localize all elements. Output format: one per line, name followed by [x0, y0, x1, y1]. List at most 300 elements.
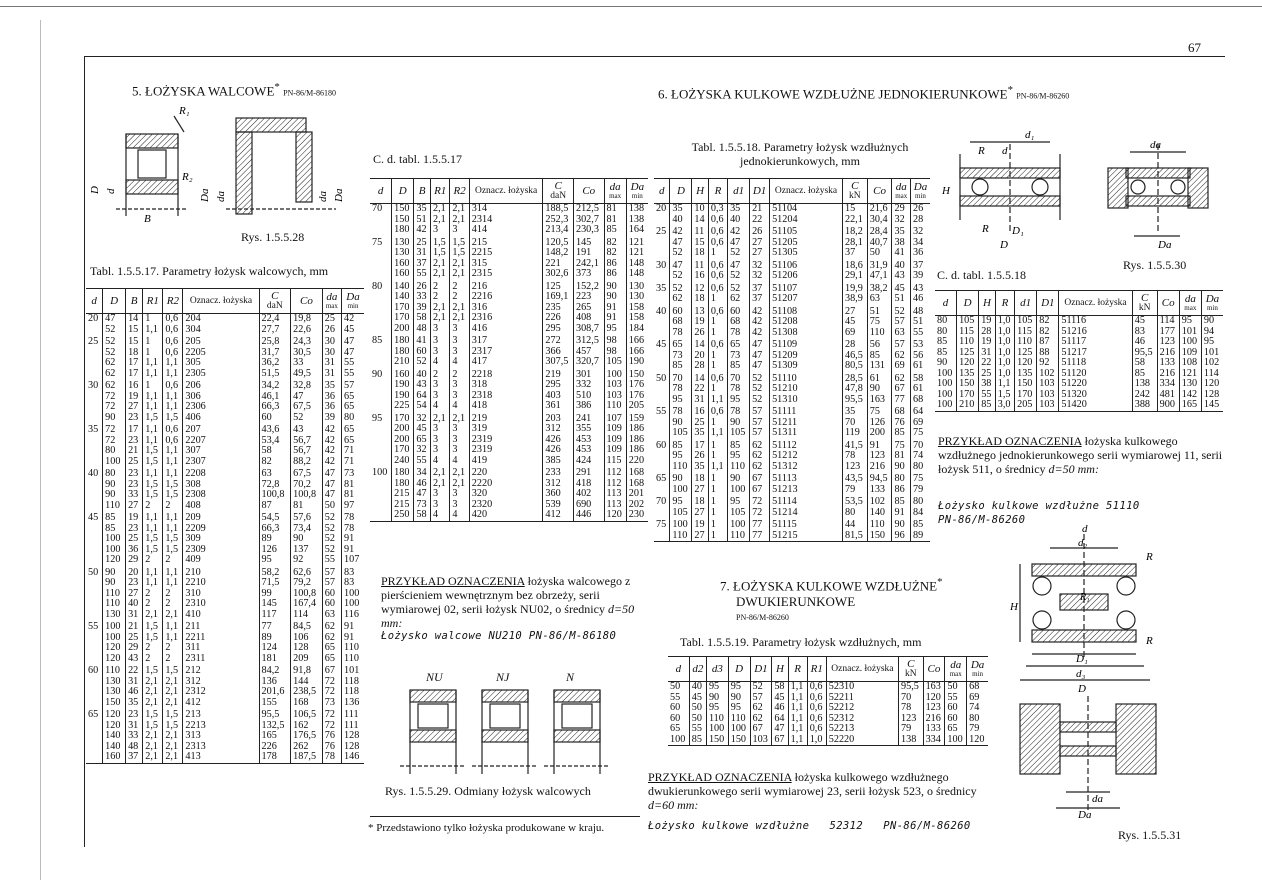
- table-cell: [654, 508, 670, 519]
- table-cell: 36: [322, 392, 341, 403]
- table-cell: [654, 248, 670, 259]
- tab18-cont: [935, 290, 1223, 412]
- table-header-cell: R2: [163, 289, 183, 314]
- table-cell: 62: [728, 294, 750, 305]
- table-cell: [370, 424, 392, 435]
- table-cell: 1,5: [143, 480, 163, 491]
- table-row: [370, 313, 648, 324]
- table-cell: 180: [392, 479, 414, 490]
- table-cell: 51216: [1059, 327, 1132, 338]
- table-cell: 150: [392, 215, 414, 226]
- table-cell: 233: [543, 466, 574, 479]
- table-cell: 166: [628, 345, 645, 357]
- tab18-cont-table: [935, 291, 1223, 411]
- table-cell: 78: [322, 752, 341, 763]
- table-cell: 150: [1015, 379, 1037, 390]
- fig30-thrust-bearing-drawing: [930, 124, 1230, 264]
- table-cell: 1,5: [430, 236, 449, 249]
- table-cell: 1: [708, 351, 727, 362]
- table-cell: 1: [708, 328, 727, 339]
- table-cell: 95: [728, 703, 750, 714]
- table-cell: 62: [750, 439, 770, 452]
- table-cell: [86, 578, 103, 589]
- table-cell: 160: [392, 259, 414, 270]
- table-cell: 62: [103, 369, 126, 380]
- table-cell: 2317: [469, 347, 543, 358]
- table-cell: 36: [912, 247, 924, 258]
- table-cell: 37: [750, 294, 770, 305]
- label-r1: R₁: [179, 105, 190, 117]
- table-cell: 27: [126, 501, 143, 512]
- table-cell: 158: [628, 301, 645, 313]
- table-cell: 140: [392, 292, 414, 303]
- table-cell: 2,1: [450, 412, 469, 425]
- table-cell: 58: [772, 682, 788, 693]
- table-cell: 148,2: [543, 248, 574, 259]
- table-cell: 78: [899, 703, 924, 714]
- table-row: [370, 510, 648, 521]
- table-cell: 138: [1132, 379, 1157, 390]
- table-cell: 72: [103, 402, 126, 413]
- table-cell: 316: [469, 303, 543, 314]
- table-row: [654, 451, 930, 462]
- table-cell: 1,1: [163, 620, 183, 633]
- table-cell: 51211: [770, 418, 843, 429]
- table-header-cell: C daN: [543, 179, 574, 204]
- table-cell: 60: [945, 714, 967, 725]
- table-cell: 67: [322, 664, 341, 677]
- table-cell: [654, 238, 670, 249]
- table-cell: 32: [750, 259, 770, 272]
- table-cell: [86, 325, 103, 336]
- table-cell: 0,6: [708, 282, 727, 295]
- table-cell: 130: [1179, 379, 1201, 390]
- table-cell: 35: [126, 698, 143, 709]
- table-row: [370, 248, 648, 259]
- table-cell: 510: [573, 391, 604, 402]
- table-cell: 19,9: [842, 282, 867, 295]
- table-cell: 97: [344, 499, 355, 511]
- table-cell: 1,1: [708, 428, 727, 439]
- table-cell: 386: [573, 401, 604, 412]
- table-cell: 2,1: [143, 731, 163, 742]
- table-cell: 180: [392, 347, 414, 358]
- table-cell: 42: [414, 225, 431, 236]
- tab18-main: [654, 178, 930, 542]
- table-cell: 47: [414, 489, 431, 500]
- table-cell: 409: [183, 555, 259, 566]
- table-cell: 3: [450, 380, 469, 391]
- table-cell: 73: [670, 351, 692, 362]
- table-cell: 412: [183, 698, 259, 709]
- table-cell: 1,1: [143, 369, 163, 380]
- table-cell: 54,5: [259, 511, 291, 524]
- table-cell: 90: [892, 462, 911, 473]
- table-cell: 114: [1157, 316, 1179, 327]
- table-cell: 150: [957, 379, 979, 390]
- table-cell: 360: [543, 489, 574, 500]
- table-header-cell: B: [126, 289, 143, 314]
- table-cell: 76: [322, 731, 341, 742]
- table-row: [86, 369, 364, 380]
- table-cell: 136: [344, 696, 360, 708]
- table-cell: 2,1: [143, 687, 163, 698]
- table-cell: 2: [450, 292, 469, 303]
- svg-text:Da: Da: [1078, 809, 1092, 820]
- table-cell: 19: [692, 317, 708, 328]
- table-cell: 1,5: [163, 480, 183, 491]
- table-cell: 58: [414, 510, 431, 521]
- tab17-caption: Tabl. 1.5.5.17. Parametry łożysk walcowych, mm: [90, 264, 329, 278]
- table-cell: 91,8: [291, 664, 323, 677]
- table-cell: 205: [183, 335, 259, 348]
- table-cell: 52: [103, 348, 126, 359]
- table-cell: 1,5: [163, 413, 183, 424]
- table-cell: 103: [604, 380, 626, 391]
- table-cell: 1,5: [143, 446, 163, 457]
- table-cell: 160: [103, 752, 126, 763]
- table-cell: 106: [291, 633, 323, 644]
- table-cell: 40: [86, 467, 103, 480]
- table-cell: 210: [183, 566, 259, 579]
- table-cell: [86, 633, 103, 644]
- table-cell: 74: [969, 702, 980, 713]
- table-cell: 43: [912, 282, 924, 294]
- table-cell: 52: [750, 384, 770, 395]
- table-cell: [370, 391, 392, 402]
- table-cell: 39: [322, 413, 341, 424]
- table-cell: 80,5: [842, 361, 867, 372]
- table-row: [370, 424, 648, 435]
- table-cell: 116: [344, 608, 359, 620]
- table-cell: 0,6: [163, 379, 183, 392]
- table-cell: 1,5: [163, 490, 183, 501]
- table-cell: 201,6: [259, 687, 291, 698]
- table-cell: 47: [670, 259, 692, 272]
- table-cell: 20: [86, 314, 103, 325]
- table-cell: 238,5: [291, 687, 323, 698]
- table-cell: 40: [892, 259, 911, 272]
- table-header-row: [935, 291, 1223, 316]
- table-cell: 1,1: [143, 467, 163, 480]
- table-cell: 1: [143, 348, 163, 359]
- table-cell: 54: [414, 401, 431, 412]
- table-cell: 319: [469, 424, 543, 435]
- table-cell: 68: [670, 317, 692, 328]
- table-header-cell: Da min: [626, 179, 648, 204]
- table-cell: 95: [706, 682, 728, 693]
- table-cell: 1,1: [143, 524, 163, 535]
- fig31-double-thrust-drawing: [1006, 520, 1226, 820]
- table-cell: 130: [628, 291, 645, 302]
- table-cell: 3: [450, 424, 469, 435]
- table-cell: 2316: [469, 313, 543, 324]
- table-cell: 3: [430, 334, 449, 347]
- table-cell: 45: [86, 511, 103, 524]
- table-cell: 72: [103, 423, 126, 436]
- table-cell: 65: [344, 390, 355, 402]
- table-cell: 50: [322, 501, 341, 512]
- table-cell: 120: [604, 510, 626, 521]
- table-cell: 305: [183, 358, 259, 369]
- table-cell: 100: [670, 485, 692, 496]
- table-cell: 52: [291, 413, 323, 424]
- table-cell: 1,1: [163, 578, 183, 589]
- table-cell: 2: [143, 589, 163, 600]
- table-cell: 1,5: [143, 721, 163, 732]
- table-cell: 110: [867, 328, 892, 339]
- table-cell: 51207: [770, 294, 843, 305]
- table-header-row: [668, 657, 988, 682]
- table-cell: 51320: [1059, 390, 1132, 401]
- table-cell: 40: [126, 599, 143, 610]
- table-cell: 35: [654, 282, 670, 295]
- table-cell: 45: [414, 424, 431, 435]
- table-row: [86, 402, 364, 413]
- table-cell: 0,6: [807, 724, 826, 735]
- table-cell: 78: [344, 512, 355, 523]
- table-cell: 51115: [770, 518, 843, 531]
- table-cell: 108: [1179, 358, 1201, 369]
- table-cell: 113: [604, 500, 626, 511]
- table-cell: 51: [867, 305, 892, 318]
- table-header-cell: H: [692, 179, 708, 204]
- table-cell: 32: [750, 271, 770, 282]
- table-cell: 1,1: [143, 566, 163, 579]
- table-cell: 64: [414, 391, 431, 402]
- table-row: [86, 325, 364, 336]
- table-cell: [86, 501, 103, 512]
- section6-example-code-2: PN-86/M-86260: [938, 514, 1026, 526]
- table-cell: 25: [979, 369, 996, 380]
- table-cell: [370, 292, 392, 303]
- table-cell: 113: [604, 489, 626, 500]
- table-cell: 3: [450, 445, 469, 456]
- svg-text:da: da: [317, 191, 329, 202]
- table-cell: 60: [670, 305, 692, 318]
- table-cell: 3,0: [995, 400, 1014, 411]
- table-cell: 1,0: [995, 369, 1014, 380]
- svg-text:Da: Da: [333, 188, 345, 202]
- table-cell: 212,5: [573, 204, 604, 215]
- table-cell: 40: [654, 305, 670, 318]
- table-cell: 15: [692, 238, 708, 249]
- table-cell: 110: [728, 714, 750, 725]
- table-row: [86, 643, 364, 654]
- table-cell: 42: [344, 313, 355, 324]
- table-cell: 63: [867, 294, 892, 305]
- table-cell: 145: [573, 236, 604, 249]
- table-cell: 215: [469, 236, 543, 249]
- table-cell: 81: [604, 215, 626, 226]
- tab19-table: [668, 657, 988, 745]
- table-cell: 30,5: [291, 348, 323, 359]
- table-cell: 105: [957, 316, 979, 327]
- table-row: [370, 324, 648, 335]
- table-cell: 67: [892, 384, 911, 395]
- table-cell: 60: [945, 703, 967, 714]
- table-cell: 190: [628, 356, 645, 367]
- table-cell: 225: [392, 401, 414, 412]
- table-cell: 125: [1015, 348, 1037, 359]
- table-cell: 65: [344, 401, 355, 412]
- table-cell: 78: [728, 328, 750, 339]
- table-cell: 31: [126, 721, 143, 732]
- table-row: [86, 335, 364, 348]
- table-cell: 385: [543, 456, 574, 467]
- table-cell: 23: [126, 413, 143, 424]
- variant-n: [544, 690, 610, 774]
- table-header-cell: Oznacz. łożyska: [183, 289, 259, 314]
- table-cell: 105: [1015, 316, 1037, 327]
- table-header-cell: D: [728, 657, 750, 682]
- table-cell: 52: [322, 524, 341, 535]
- table-row: [654, 384, 930, 395]
- table-cell: 69: [969, 691, 980, 703]
- table-cell: 2207: [183, 436, 259, 447]
- table-header-cell: Oznacz. łożyska: [469, 179, 543, 204]
- table-cell: 1: [708, 317, 727, 328]
- table-cell: 42: [750, 328, 770, 339]
- table-cell: [654, 317, 670, 328]
- table-cell: [86, 534, 103, 545]
- table-cell: 95: [604, 324, 626, 335]
- table-cell: 55: [654, 405, 670, 418]
- table-cell: 55: [668, 693, 689, 704]
- table-cell: 92: [291, 555, 323, 566]
- table-cell: 50: [689, 714, 706, 725]
- table-cell: 36,2: [259, 358, 291, 369]
- table-cell: 37: [126, 752, 143, 763]
- table-cell: 35: [322, 379, 341, 392]
- table-cell: 60: [668, 714, 689, 725]
- table-cell: 110: [957, 337, 979, 348]
- table-cell: 15: [126, 335, 143, 348]
- table-row: [370, 204, 648, 215]
- table-row: [86, 654, 364, 665]
- table-header-cell: Da min: [967, 657, 988, 682]
- table-cell: 123: [867, 451, 892, 462]
- table-cell: 213: [183, 708, 259, 721]
- table-cell: 85: [912, 519, 924, 530]
- table-cell: 1,5: [143, 490, 163, 501]
- table-cell: 105: [728, 508, 750, 519]
- table-row: [654, 294, 930, 305]
- table-cell: [370, 380, 392, 391]
- table-cell: 216: [867, 462, 892, 473]
- tab18-table: [654, 179, 930, 541]
- table-cell: 3: [450, 324, 469, 335]
- table-header-cell: R: [788, 657, 807, 682]
- table-cell: 107: [344, 554, 360, 565]
- table-row: [370, 445, 648, 456]
- table-cell: 2,1: [450, 466, 469, 479]
- table-cell: 51209: [770, 351, 843, 362]
- table-cell: 1: [708, 294, 727, 305]
- table-cell: 110: [604, 401, 626, 412]
- table-cell: 170: [392, 303, 414, 314]
- table-cell: 60: [668, 703, 689, 714]
- table-cell: 3: [430, 489, 449, 500]
- table-cell: [86, 402, 103, 413]
- table-cell: 46: [772, 703, 788, 714]
- table-cell: 51212: [770, 451, 843, 462]
- table-cell: 144: [291, 677, 323, 688]
- table-cell: 265: [573, 303, 604, 314]
- table-cell: 62: [750, 462, 770, 473]
- table-cell: 47: [728, 238, 750, 249]
- table-row: [654, 518, 930, 531]
- table-cell: 51208: [770, 317, 843, 328]
- table-header-cell: C kN: [842, 179, 867, 204]
- table-cell: 308,7: [573, 324, 604, 335]
- table-cell: 26: [692, 328, 708, 339]
- table-cell: 19: [126, 392, 143, 403]
- table-cell: 18: [126, 348, 143, 359]
- table-row: [370, 269, 648, 280]
- table-cell: [370, 269, 392, 280]
- table-cell: [370, 357, 392, 368]
- table-cell: 262: [291, 742, 323, 753]
- table-cell: 23: [126, 578, 143, 589]
- table-cell: 52: [322, 511, 341, 524]
- table-cell: 4: [450, 357, 469, 368]
- table-cell: 130: [103, 610, 126, 621]
- table-cell: 2220: [469, 479, 543, 490]
- table-cell: 120: [103, 654, 126, 665]
- table-cell: 205: [1015, 400, 1037, 411]
- table-row: [654, 428, 930, 439]
- table-cell: 1: [708, 531, 727, 542]
- table-cell: 53,4: [259, 436, 291, 447]
- table-cell: 19,8: [291, 314, 323, 325]
- table-cell: 74: [912, 450, 924, 461]
- table-cell: 1,1: [143, 358, 163, 369]
- table-cell: 65: [322, 643, 341, 654]
- table-cell: 11: [692, 225, 708, 238]
- table-cell: 1: [708, 248, 727, 259]
- table-row: [935, 358, 1223, 369]
- table-cell: [86, 731, 103, 742]
- table-cell: 2,1: [163, 742, 183, 753]
- table-cell: 103: [1037, 400, 1059, 411]
- table-cell: 110: [706, 714, 728, 725]
- tab19: [668, 656, 988, 746]
- table-cell: 2,1: [143, 752, 163, 763]
- table-cell: 413: [183, 752, 259, 763]
- table-cell: 120: [103, 643, 126, 654]
- table-cell: 133: [1157, 358, 1179, 369]
- table-row: [935, 316, 1223, 327]
- table-cell: 110: [728, 531, 750, 542]
- table-cell: 132,5: [259, 721, 291, 732]
- table-cell: [86, 721, 103, 732]
- table-cell: 38: [892, 238, 911, 249]
- table-cell: 307: [183, 446, 259, 457]
- table-cell: 1,1: [163, 446, 183, 457]
- table-cell: 21: [126, 620, 143, 633]
- table-cell: 46: [912, 293, 924, 304]
- table-cell: 2: [163, 599, 183, 610]
- table-cell: 133: [867, 485, 892, 496]
- table-cell: 45: [689, 693, 706, 704]
- table-cell: 272: [543, 334, 574, 347]
- table-cell: 28: [692, 361, 708, 372]
- label-da: da: [215, 191, 227, 202]
- table-header-cell: Oznacz. łożyska: [826, 657, 898, 682]
- table-row: [86, 501, 364, 512]
- table-cell: 1,1: [163, 402, 183, 413]
